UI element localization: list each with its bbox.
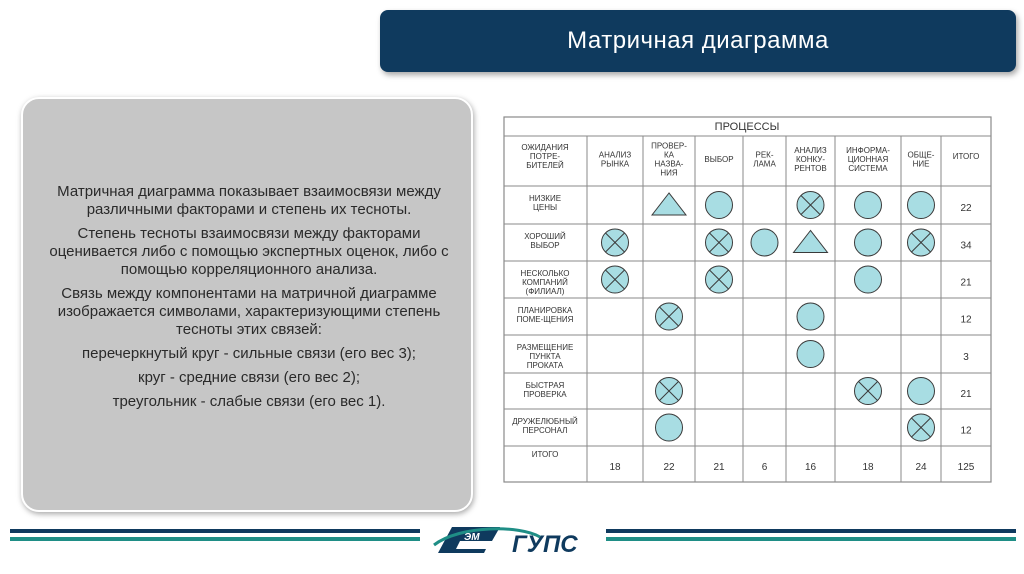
row-label: ПОМЕ-ЩЕНИЯ bbox=[516, 314, 574, 324]
paragraph-5: круг - средние связи (его вес 2); bbox=[138, 369, 360, 386]
column-total: 21 bbox=[713, 462, 725, 473]
column-header: РЕК- bbox=[755, 150, 774, 160]
row-label: ПРОКАТА bbox=[526, 360, 564, 370]
total-column-header: ИТОГО bbox=[952, 151, 980, 161]
column-header: АНАЛИЗ bbox=[794, 145, 827, 155]
column-header: РЫНКА bbox=[600, 159, 630, 169]
circle-symbol bbox=[908, 378, 935, 405]
column-total: 18 bbox=[862, 462, 874, 473]
column-header: ИНФОРМА- bbox=[846, 145, 890, 155]
paragraph-2: Степень тесноты взаимосвязи между факторами оценивается либо с помощью экспертных оценок, либо с помощью корреляционного анализа. bbox=[49, 225, 449, 278]
row-label: ДРУЖЕЛЮБНЫЙ bbox=[512, 416, 578, 426]
description-text bbox=[49, 183, 449, 417]
column-header: ПРОВЕР- bbox=[651, 141, 687, 151]
row-label: ПЛАНИРОВКА bbox=[517, 305, 573, 315]
row-total: 12 bbox=[960, 425, 972, 437]
totals-row-label: ИТОГО bbox=[531, 450, 559, 459]
column-header: СИСТЕМА bbox=[848, 163, 888, 173]
footer-stripe-right-bottom bbox=[606, 537, 1016, 541]
column-header: АНАЛИЗ bbox=[598, 150, 632, 160]
column-header: ЛАМА bbox=[753, 159, 776, 169]
row-label: НЕСКОЛЬКО bbox=[520, 268, 570, 278]
column-total: 6 bbox=[761, 462, 768, 473]
row-label: ПЕРСОНАЛ bbox=[522, 425, 568, 435]
row-total: 34 bbox=[960, 240, 972, 252]
circle-symbol bbox=[855, 192, 882, 219]
grand-total: 125 bbox=[957, 462, 975, 473]
row-label: НИЗКИЕ bbox=[528, 193, 562, 203]
row-label: ПУНКТА bbox=[529, 351, 561, 361]
row-total: 21 bbox=[960, 389, 972, 400]
row-total: 22 bbox=[960, 203, 972, 214]
row-label: ПРОВЕРКА bbox=[523, 389, 567, 399]
page-title: Матричная диаграмма bbox=[567, 27, 829, 54]
footer-stripe-right-top bbox=[606, 529, 1016, 533]
paragraph-6: треугольник - слабые связи (его вес 1). bbox=[112, 393, 386, 410]
column-header: РЕНТОВ bbox=[794, 163, 827, 173]
circle-symbol bbox=[751, 229, 778, 256]
matrix-svg bbox=[503, 116, 993, 484]
row-total: 21 bbox=[960, 277, 972, 289]
row-total: 12 bbox=[960, 314, 972, 326]
column-header: ВЫБОР bbox=[704, 154, 734, 164]
circle-symbol bbox=[797, 303, 824, 330]
footer-stripe-left-top bbox=[10, 529, 420, 533]
row-label: РАЗМЕЩЕНИЕ bbox=[516, 342, 574, 352]
corner-label: ПОТРЕ- bbox=[529, 151, 561, 161]
title-bar bbox=[380, 10, 1016, 72]
column-header: НИЯ bbox=[660, 168, 678, 178]
row-label: КОМПАНИЙ bbox=[522, 277, 568, 287]
logo-mark-text: ЭМ bbox=[464, 532, 480, 543]
circle-symbol bbox=[855, 266, 882, 293]
column-header: ЦИОННАЯ bbox=[847, 154, 889, 164]
circle-symbol bbox=[656, 414, 683, 441]
footer-stripe-left-bottom bbox=[10, 537, 420, 541]
paragraph-3: Связь между компонентами на матричной диаграмме изображается символами, характеризующими степень тесноты этих связей: bbox=[57, 285, 441, 338]
circle-symbol bbox=[855, 229, 882, 256]
paragraph-4: перечеркнутый круг - сильные связи (его вес 3); bbox=[82, 345, 416, 362]
row-label: БЫСТРАЯ bbox=[525, 380, 565, 390]
circle-symbol bbox=[706, 192, 733, 219]
description-panel bbox=[21, 97, 473, 512]
column-header: НАЗВА- bbox=[654, 159, 684, 169]
column-header: КОНКУ- bbox=[795, 154, 826, 164]
circle-symbol bbox=[797, 341, 824, 368]
matrix-diagram bbox=[503, 116, 993, 484]
column-total: 16 bbox=[804, 462, 817, 473]
row-label: ЦЕНЫ bbox=[532, 202, 558, 212]
column-header: ОБЩЕ- bbox=[907, 150, 935, 160]
column-total: 18 bbox=[609, 462, 621, 473]
column-total: 22 bbox=[663, 462, 675, 473]
corner-label: ОЖИДАНИЯ bbox=[521, 142, 569, 152]
circle-symbol bbox=[908, 192, 935, 219]
logo bbox=[430, 523, 602, 557]
column-total: 24 bbox=[915, 462, 927, 473]
corner-label: БИТЕЛЕЙ bbox=[526, 160, 564, 170]
row-label: ХОРОШИЙ bbox=[524, 231, 566, 241]
row-total: 3 bbox=[963, 352, 969, 363]
logo-mark-icon bbox=[430, 523, 602, 557]
processes-header: ПРОЦЕССЫ bbox=[714, 121, 780, 133]
column-header: КА bbox=[664, 150, 674, 160]
column-header: НИЕ bbox=[912, 159, 930, 169]
row-label: (ФИЛИАЛ) bbox=[525, 286, 565, 296]
paragraph-1: Матричная диаграмма показывает взаимосвязи между различными факторами и степень их тесноты. bbox=[57, 183, 441, 218]
row-label: ВЫБОР bbox=[530, 240, 560, 250]
logo-text: ГУПС bbox=[512, 531, 578, 557]
